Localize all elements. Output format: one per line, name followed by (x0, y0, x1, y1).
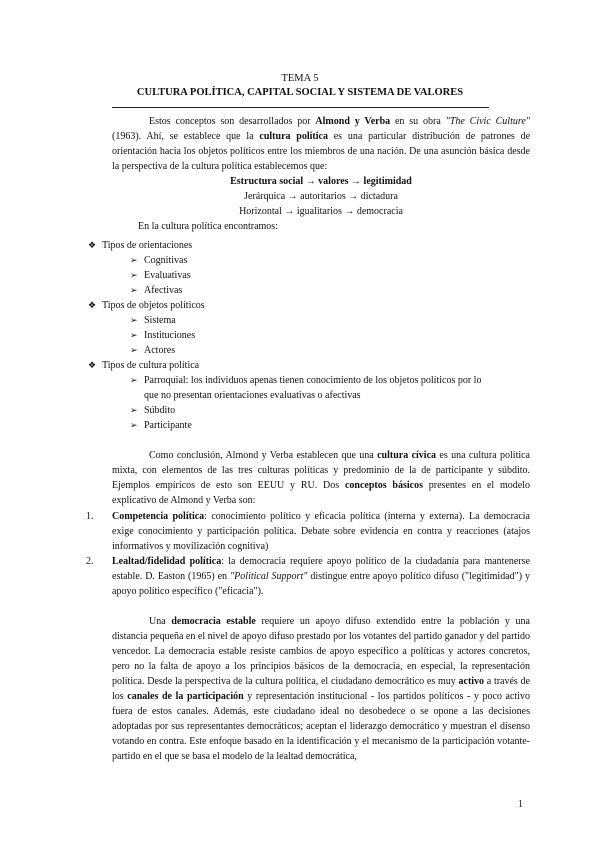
conclusion-paragraph (112, 448, 530, 508)
intro-text: (1963). Ahí, se establece que la (112, 131, 260, 142)
arrow-bullet-icon: ➢ (130, 315, 138, 325)
list-item (130, 313, 176, 328)
numbered-term: Competencia política (112, 511, 205, 522)
list-item-continuation: que no presentan orientaciones evaluativas o afectivas (144, 390, 361, 401)
list-item-label: Parroquial: los individuos apenas tienen conocimiento de los objetos políticos por lo (144, 375, 482, 386)
intro-authors: Almond y Verba (315, 116, 391, 127)
list-group-label: Tipos de cultura política (102, 360, 200, 371)
list-group (88, 298, 205, 313)
diamond-bullet-icon: ❖ (88, 240, 97, 250)
diamond-bullet-icon: ❖ (88, 360, 97, 370)
list-item-label: Participante (144, 420, 192, 431)
arrow-bullet-icon: ➢ (130, 405, 138, 415)
list-item (130, 418, 192, 433)
final-term: activo (458, 676, 485, 687)
final-text: requiere un apoyo difuso extendido entre la población y una distancia pequeña en el nivel de apoyo difuso prestado por los votantes del partido ganador y del partido vencedor. La democracia estable resiste cambios de apoyo específico a políticas y actores concretos, pero no la falta de apoyo a los principios básicos de la democracia, en especial, la representación política. Desde la perspectiva de la cultura política, el ciudadano democrático es muy (112, 616, 530, 687)
list-item-label: Cognitivas (144, 255, 188, 266)
arrow-bullet-icon: ➢ (130, 420, 138, 430)
arrow-bullet-icon: ➢ (130, 375, 138, 385)
intro-work-title: "The Civic Culture" (445, 116, 531, 127)
conclusion-text: presentes en el modelo explicativo de Almond y Verba son: (112, 480, 530, 506)
democracy-paragraph (112, 614, 530, 764)
numbered-marker: 2. (86, 556, 94, 567)
formula-horizontal: Horizontal → igualitarios → democracia (239, 206, 403, 217)
list-item (130, 283, 182, 298)
conclusion-text: es una cultura política mixta, con elementos de las tres culturas políticas y predominio de la de participante y súbdito. Ejemplos empíricos de esto son EEUU y RU. Dos (112, 450, 530, 491)
numbered-item (112, 509, 530, 554)
final-text: y representación institucional - los partidos políticos - y poco activo fuera de estos canales. Además, este ciudadano ideal no desobedece o se opone a las decisiones adoptadas por sus representantes democráticos; aceptan el liderazgo democrático y muestran el disenso votando en contra. Este enfoque basado en la identificación y el mecanismo de la participación votante-partido en el que se basa el modelo de la lealtad democrática, (112, 691, 530, 762)
list-item-label: Sistema (144, 315, 176, 326)
list-item-label: Afectivas (144, 285, 183, 296)
final-term: democracia estable (171, 616, 256, 627)
list-item-label: Instituciones (144, 330, 196, 341)
final-text: a través de los (112, 676, 530, 702)
list-group (88, 238, 192, 253)
list-intro: En la cultura política encontramos: (138, 221, 278, 232)
page-number: 1 (518, 799, 523, 810)
conclusion-term: conceptos básicos (344, 480, 423, 491)
list-item (130, 253, 187, 268)
page-title: CULTURA POLÍTICA, CAPITAL SOCIAL Y SISTEMA DE VALORES (136, 87, 464, 98)
list-item (130, 373, 481, 388)
list-item-label: Evaluativas (144, 270, 191, 281)
intro-paragraph (112, 114, 530, 234)
arrow-bullet-icon: ➢ (130, 345, 138, 355)
intro-text: Estos conceptos son desarrollados por (149, 116, 316, 127)
title-divider (112, 107, 489, 108)
numbered-marker: 1. (86, 511, 94, 522)
list-item (130, 268, 191, 283)
final-term: canales de la participación (127, 691, 244, 702)
list-group-label: Tipos de objetos políticos (102, 300, 205, 311)
numbered-term: Lealtad/fidelidad política (112, 556, 222, 567)
formula-hierarchical: Jerárquica → autoritarios → dictadura (244, 191, 398, 202)
numbered-text: : la democracia requiere apoyo político de la ciudadanía para mantenerse estable. D. Easton (1965) en (112, 556, 530, 582)
intro-text: es una particular distribución de patrones de orientación hacia los objetos políticos entre los miembros de una nación. De una asunción básica desde la perspectiva de la cultura política establecemos que: (112, 131, 531, 172)
conclusion-term: cultura cívica (377, 450, 437, 461)
diamond-bullet-icon: ❖ (88, 300, 97, 310)
list-item-label: Actores (144, 345, 176, 356)
intro-text: en su obra (390, 116, 446, 127)
topic-number: TEMA 5 (281, 73, 319, 84)
conclusion-text: Como conclusión, Almond y Verba establecen que una (149, 450, 378, 461)
formula-main: Estructura social → valores → legitimidad (230, 176, 412, 187)
numbered-work-title: "Political Support" (229, 571, 308, 582)
arrow-bullet-icon: ➢ (130, 255, 138, 265)
list-item (130, 328, 195, 343)
intro-term: cultura política (259, 131, 328, 142)
final-text: Una (149, 616, 172, 627)
list-group (88, 358, 199, 373)
arrow-bullet-icon: ➢ (130, 270, 138, 280)
arrow-bullet-icon: ➢ (130, 285, 138, 295)
list-item (130, 343, 175, 358)
numbered-text: distingue entre apoyo político difuso ("legitimidad") y apoyo político específico ("eficacia"). (112, 571, 530, 597)
list-item (130, 403, 175, 418)
numbered-text: : conocimiento político y eficacia política (interna y externa). La democracia exige conocimiento y participación política. Debate sobre evidencia en contra y reacciones (atajos informativos y movilización cognitiva) (112, 511, 530, 552)
list-item-label: Súbdito (144, 405, 176, 416)
list-group-label: Tipos de orientaciones (102, 240, 193, 251)
numbered-item (112, 554, 530, 599)
arrow-bullet-icon: ➢ (130, 330, 138, 340)
